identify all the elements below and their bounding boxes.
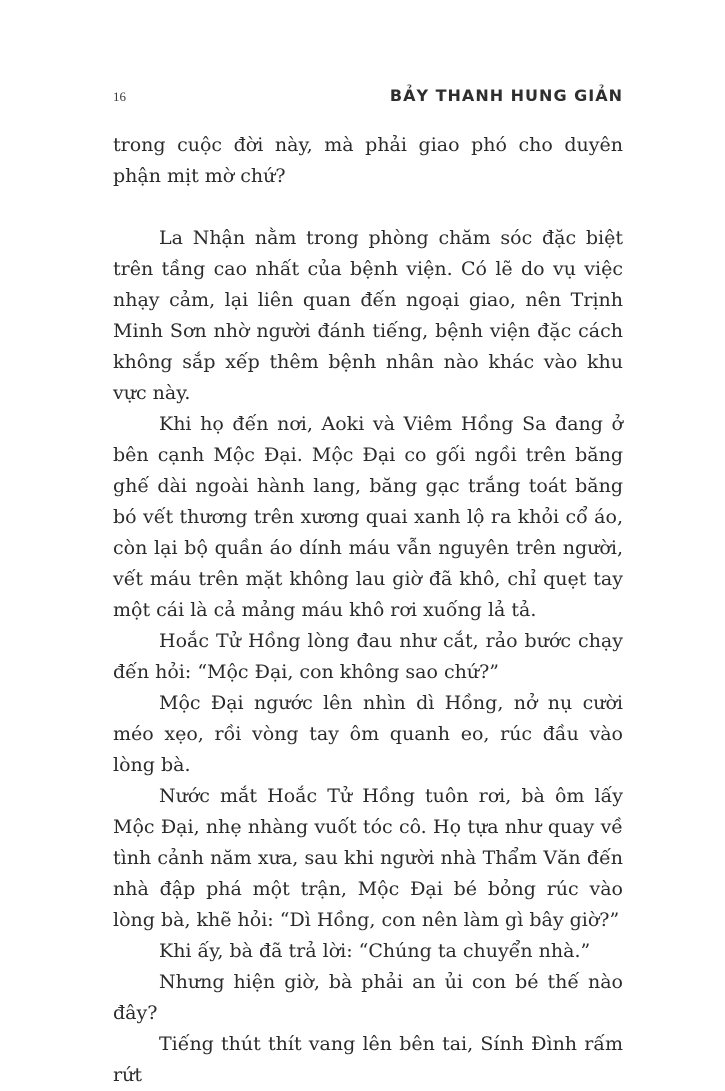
paragraph: trong cuộc đời này, mà phải giao phó cho duyên phận mịt mờ chứ? — [113, 134, 623, 187]
paragraph: Hoắc Tử Hồng lòng đau như cắt, rảo bước chạy đến hỏi: “Mộc Đại, con không sao chứ?” — [113, 630, 623, 683]
paragraph: Nhưng hiện giờ, bà phải an ủi con bé thế nào đây? — [113, 971, 623, 1024]
body-text — [113, 130, 623, 1091]
page-number: 16 — [113, 89, 126, 104]
paragraph: Mộc Đại ngước lên nhìn dì Hồng, nở nụ cười méo xẹo, rồi vòng tay ôm quanh eo, rúc đầu vào lòng bà. — [113, 692, 623, 776]
paragraph: Khi ấy, bà đã trả lời: “Chúng ta chuyển nhà.” — [159, 940, 591, 962]
paragraph: Nước mắt Hoắc Tử Hồng tuôn rơi, bà ôm lấy Mộc Đại, nhẹ nhàng vuốt tóc cô. Họ tựa như quay về tình cảnh năm xưa, sau khi người nhà Thẩm Văn đến nhà đập phá một trận, Mộc Đại bé bỏng rúc vào lòng bà, khẽ hỏi: “Dì Hồng, con nên làm gì bây giờ?” — [113, 785, 623, 931]
running-head-book-title: BẢY THANH HUNG GIẢN — [389, 86, 623, 105]
paragraph: Tiếng thút thít vang lên bên tai, Sính Đình rấm rứt — [113, 1033, 623, 1086]
paragraph: Khi họ đến nơi, Aoki và Viêm Hồng Sa đang ở bên cạnh Mộc Đại. Mộc Đại co gối ngồi trên băng ghế dài ngoài hành lang, băng gạc trắng toát băng bó vết thương trên xương quai xanh lộ ra khỏi cổ áo, còn lại bộ quần áo dính máu vẫn nguyên trên người, vết máu trên mặt không lau giờ đã khô, chỉ quẹt tay một cái là cả mảng máu khô rơi xuống lả tả. — [113, 413, 623, 621]
paragraph: La Nhận nằm trong phòng chăm sóc đặc biệt trên tầng cao nhất của bệnh viện. Có lẽ do vụ việc nhạy cảm, lại liên quan đến ngoại giao, nên Trịnh Minh Sơn nhờ người đánh tiếng, bệnh viện đặc cách không sắp xếp thêm bệnh nhân nào khác vào khu vực này. — [113, 227, 623, 404]
